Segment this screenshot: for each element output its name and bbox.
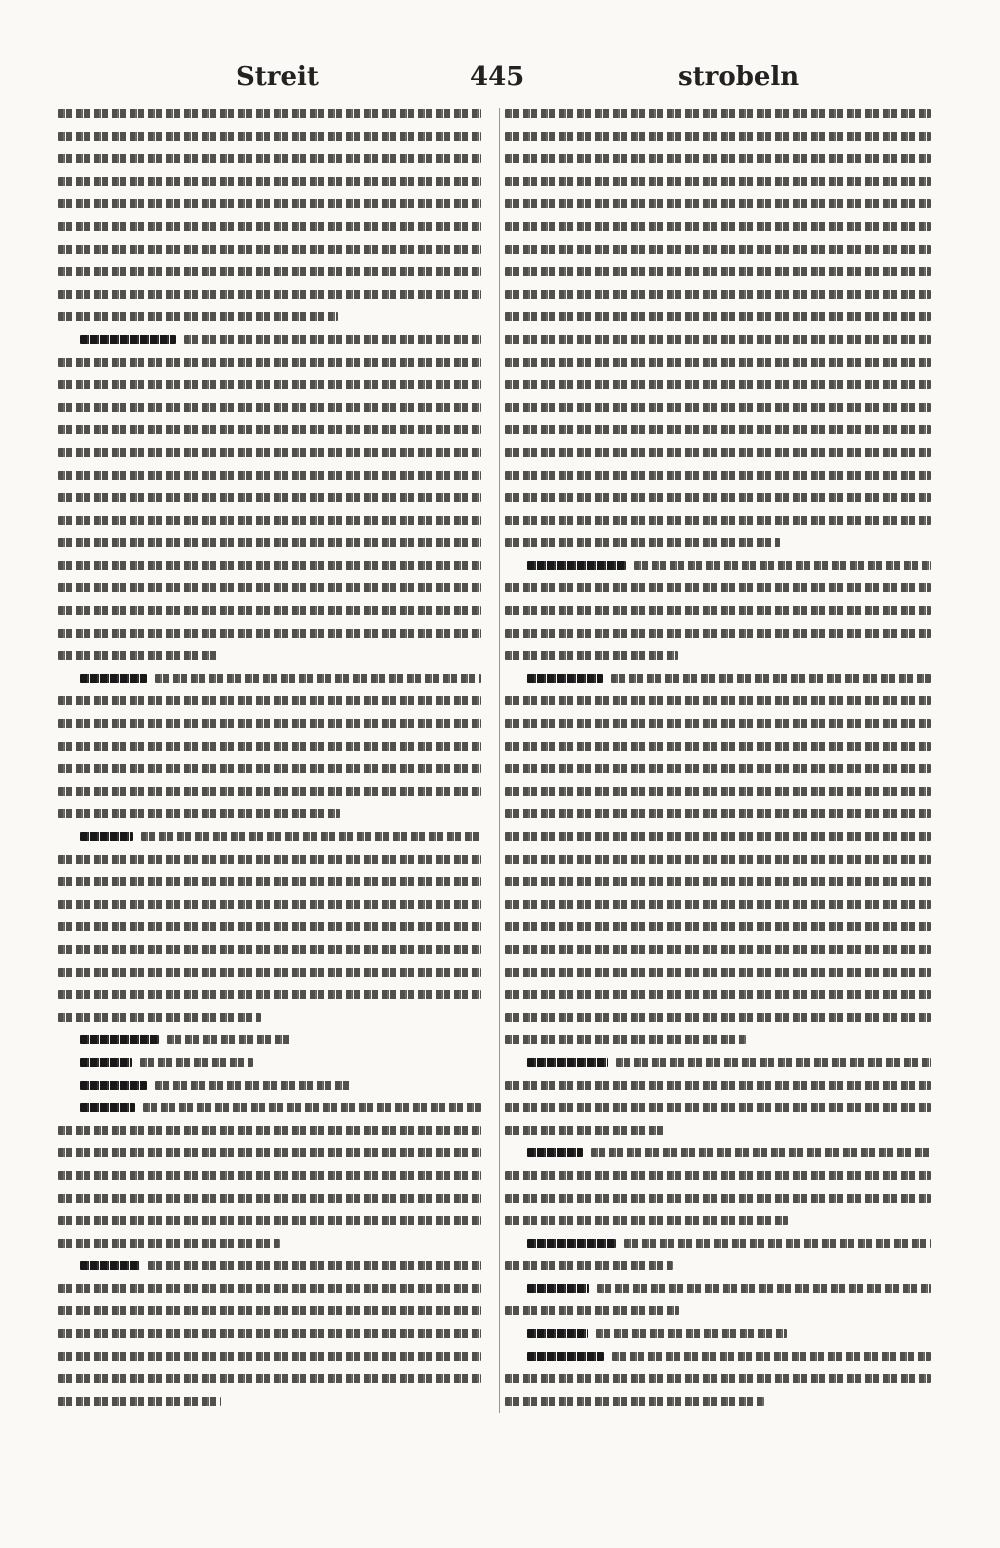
scan-text-line (80, 1055, 481, 1070)
scan-text-line (58, 309, 481, 324)
scan-text-line (505, 377, 931, 392)
scan-text-line (505, 761, 931, 776)
scan-text-line (58, 580, 481, 595)
scan-text-line (505, 648, 931, 663)
scan-text-line (80, 332, 481, 347)
scan-text-line (505, 739, 931, 754)
scan-text-line (58, 151, 481, 166)
scan-text-line (58, 626, 481, 641)
scan-text-line (505, 1371, 931, 1386)
scan-text-line (58, 1168, 481, 1183)
scan-text-line (80, 1032, 481, 1047)
scan-text-line (505, 580, 931, 595)
scan-text-line (505, 852, 931, 867)
scan-text-line (527, 1055, 931, 1070)
scan-text-line (505, 603, 931, 618)
scan-text-line (527, 1281, 931, 1296)
scan-text-line (58, 129, 481, 144)
headword-mark (527, 1148, 583, 1157)
scan-text-line (58, 965, 481, 980)
scan-text-line (58, 1213, 481, 1228)
scan-text-line (58, 987, 481, 1002)
scan-text-line (505, 1258, 931, 1273)
headword-mark (80, 1081, 147, 1090)
scan-text-line (58, 1281, 481, 1296)
scan-text-line (505, 219, 931, 234)
headword-mark (80, 1261, 140, 1270)
scan-text-line (58, 513, 481, 528)
scan-text-line (505, 445, 931, 460)
scan-text-line (505, 535, 931, 550)
running-head (0, 58, 1000, 98)
headword-mark (527, 674, 603, 683)
scan-text-line (505, 129, 931, 144)
scan-text-line (58, 761, 481, 776)
scan-text-line (80, 1078, 481, 1093)
scan-text-line (58, 806, 481, 821)
scan-text-line (505, 874, 931, 889)
page-number: 445 (470, 62, 525, 92)
headword-mark (527, 1352, 604, 1361)
scan-text-line (505, 151, 931, 166)
headword-mark (80, 1058, 132, 1067)
scan-text-line (58, 1371, 481, 1386)
scan-text-line (58, 648, 481, 663)
scan-text-line (80, 829, 481, 844)
scan-text-line (527, 1145, 931, 1160)
scan-text-line (58, 174, 481, 189)
headword-mark (527, 561, 626, 570)
headword-mark (527, 1239, 616, 1248)
head-left-keyword: Streit (236, 62, 319, 92)
scan-text-line (505, 1303, 931, 1318)
scan-text-line (58, 874, 481, 889)
scan-text-line (58, 784, 481, 799)
head-right-keyword: strobeln (678, 62, 800, 92)
scan-text-line (505, 965, 931, 980)
scan-text-line (58, 106, 481, 121)
scan-text-line (58, 1303, 481, 1318)
scan-text-line (58, 400, 481, 415)
scan-text-line (505, 784, 931, 799)
scan-text-line (58, 196, 481, 211)
headword-mark (80, 674, 147, 683)
scan-text-line (58, 468, 481, 483)
left-text-column (58, 106, 481, 1406)
scan-text-line (505, 987, 931, 1002)
scan-text-line (505, 1191, 931, 1206)
scan-text-line (505, 829, 931, 844)
scan-text-line (505, 1168, 931, 1183)
scan-text-line (505, 400, 931, 415)
scan-text-line (527, 558, 931, 573)
scan-text-line (505, 468, 931, 483)
scan-text-line (58, 693, 481, 708)
right-text-column (505, 106, 931, 1406)
scan-text-line (505, 626, 931, 641)
scan-text-line (58, 242, 481, 257)
scan-text-line (58, 535, 481, 550)
scan-text-line (58, 716, 481, 731)
scan-text-line (58, 287, 481, 302)
scan-text-line (58, 603, 481, 618)
scan-text-line (505, 897, 931, 912)
scan-text-line (505, 309, 931, 324)
scan-text-line (58, 1123, 481, 1138)
scan-text-line (527, 671, 931, 686)
headword-mark (80, 1103, 135, 1112)
scan-text-line (505, 1010, 931, 1025)
scan-text-line (505, 1394, 931, 1406)
scan-text-line (58, 490, 481, 505)
headword-mark (527, 1058, 608, 1067)
scan-text-line (527, 1236, 931, 1251)
scan-text-line (58, 422, 481, 437)
scan-text-line (80, 1100, 481, 1115)
scan-text-line (505, 1100, 931, 1115)
headword-mark (80, 335, 176, 344)
scan-text-line (58, 1191, 481, 1206)
scan-text-line (58, 1349, 481, 1364)
scan-text-line (505, 242, 931, 257)
scan-text-line (58, 1145, 481, 1160)
headword-mark (80, 1035, 159, 1044)
scan-text-line (505, 174, 931, 189)
scan-text-line (58, 355, 481, 370)
scan-text-line (505, 942, 931, 957)
scan-text-line (505, 355, 931, 370)
scan-text-line (505, 513, 931, 528)
scan-text-line (505, 1032, 931, 1047)
scan-text-line (58, 1236, 481, 1251)
scan-text-line (58, 1326, 481, 1341)
scan-text-line (505, 1078, 931, 1093)
column-divider (499, 108, 500, 1413)
headword-mark (80, 832, 133, 841)
scan-text-line (58, 219, 481, 234)
scan-text-line (505, 332, 931, 347)
scan-text-line (58, 852, 481, 867)
scan-text-line (505, 106, 931, 121)
scan-text-line (80, 1258, 481, 1273)
scan-text-line (58, 942, 481, 957)
scan-text-line (505, 287, 931, 302)
headword-mark (527, 1284, 589, 1293)
scan-text-line (505, 490, 931, 505)
scan-text-line (505, 919, 931, 934)
scan-text-line (58, 445, 481, 460)
scan-text-line (58, 919, 481, 934)
scan-text-line (505, 806, 931, 821)
scan-text-line (527, 1349, 931, 1364)
scan-text-line (58, 739, 481, 754)
scan-text-line (505, 1213, 931, 1228)
scan-text-line (58, 1394, 481, 1406)
scan-text-line (58, 1010, 481, 1025)
scan-text-line (58, 264, 481, 279)
scan-text-line (505, 693, 931, 708)
scan-text-line (505, 716, 931, 731)
scan-text-line (58, 558, 481, 573)
scan-text-line (58, 897, 481, 912)
scan-text-line (58, 377, 481, 392)
scan-text-line (505, 196, 931, 211)
scan-text-line (505, 264, 931, 279)
scan-text-line (505, 1123, 931, 1138)
scan-text-line (505, 422, 931, 437)
scan-text-line (527, 1326, 931, 1341)
scan-text-line (80, 671, 481, 686)
headword-mark (527, 1329, 588, 1338)
